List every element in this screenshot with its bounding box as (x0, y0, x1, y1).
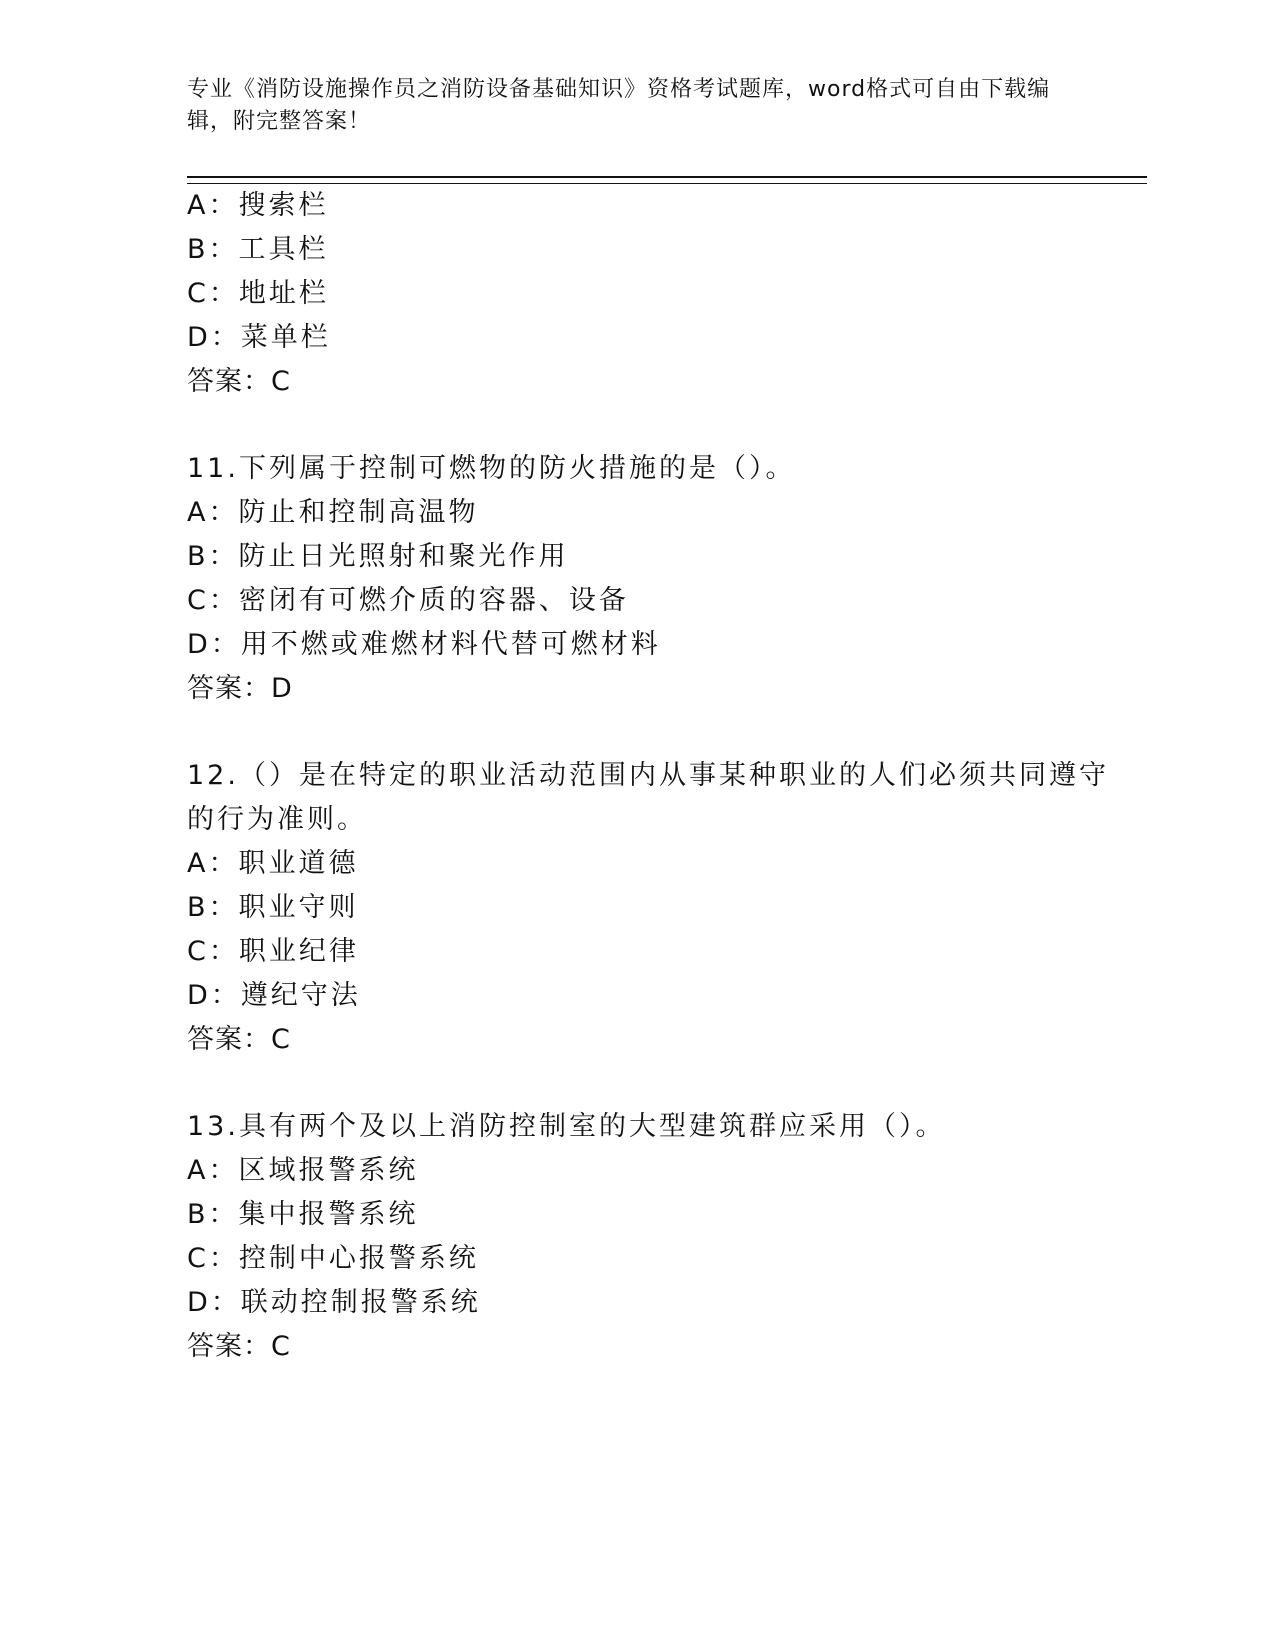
q13-option-d: D：联动控制报警系统 (187, 1287, 481, 1318)
q11-option-b: B：防止日光照射和聚光作用 (187, 541, 569, 572)
q13-option-b: B：集中报警系统 (187, 1199, 419, 1230)
q12-option-b: B：职业守则 (187, 892, 359, 923)
header-rule-thick (187, 176, 1147, 178)
q12-stem-line2: 的行为准则。 (187, 804, 367, 835)
q13-option-c: C：控制中心报警系统 (187, 1243, 479, 1274)
q10-option-c: C：地址栏 (187, 278, 329, 309)
q11-option-d: D：用不燃或难燃材料代替可燃材料 (187, 629, 661, 660)
document-header: 专业《消防设施操作员之消防设备基础知识》资格考试题库，word格式可自由下载编辑，附完整答案！ (187, 77, 1051, 134)
q11-stem: 11.下列属于控制可燃物的防火措施的是（）。 (187, 453, 796, 484)
q13-answer: 答案：C (187, 1331, 291, 1362)
q12-option-a: A：职业道德 (187, 848, 359, 879)
q10-option-d: D：菜单栏 (187, 322, 331, 353)
q12-option-d: D：遵纪守法 (187, 980, 361, 1011)
q12-stem-line1: 12.（）是在特定的职业活动范围内从事某种职业的人们必须共同遵守 (187, 760, 1109, 791)
q12-option-c: C：职业纪律 (187, 936, 359, 967)
q13-stem: 13.具有两个及以上消防控制室的大型建筑群应采用（）。 (187, 1111, 946, 1142)
q11-answer: 答案：D (187, 673, 293, 704)
q11-option-a: A：防止和控制高温物 (187, 497, 479, 528)
q10-answer: 答案：C (187, 366, 291, 397)
q10-option-b: B：工具栏 (187, 234, 329, 265)
q13-option-a: A：区域报警系统 (187, 1155, 419, 1186)
q12-answer: 答案：C (187, 1024, 291, 1055)
q10-option-a: A：搜索栏 (187, 190, 329, 221)
header-rule-thin (187, 183, 1147, 184)
q11-option-c: C：密闭有可燃介质的容器、设备 (187, 585, 629, 616)
